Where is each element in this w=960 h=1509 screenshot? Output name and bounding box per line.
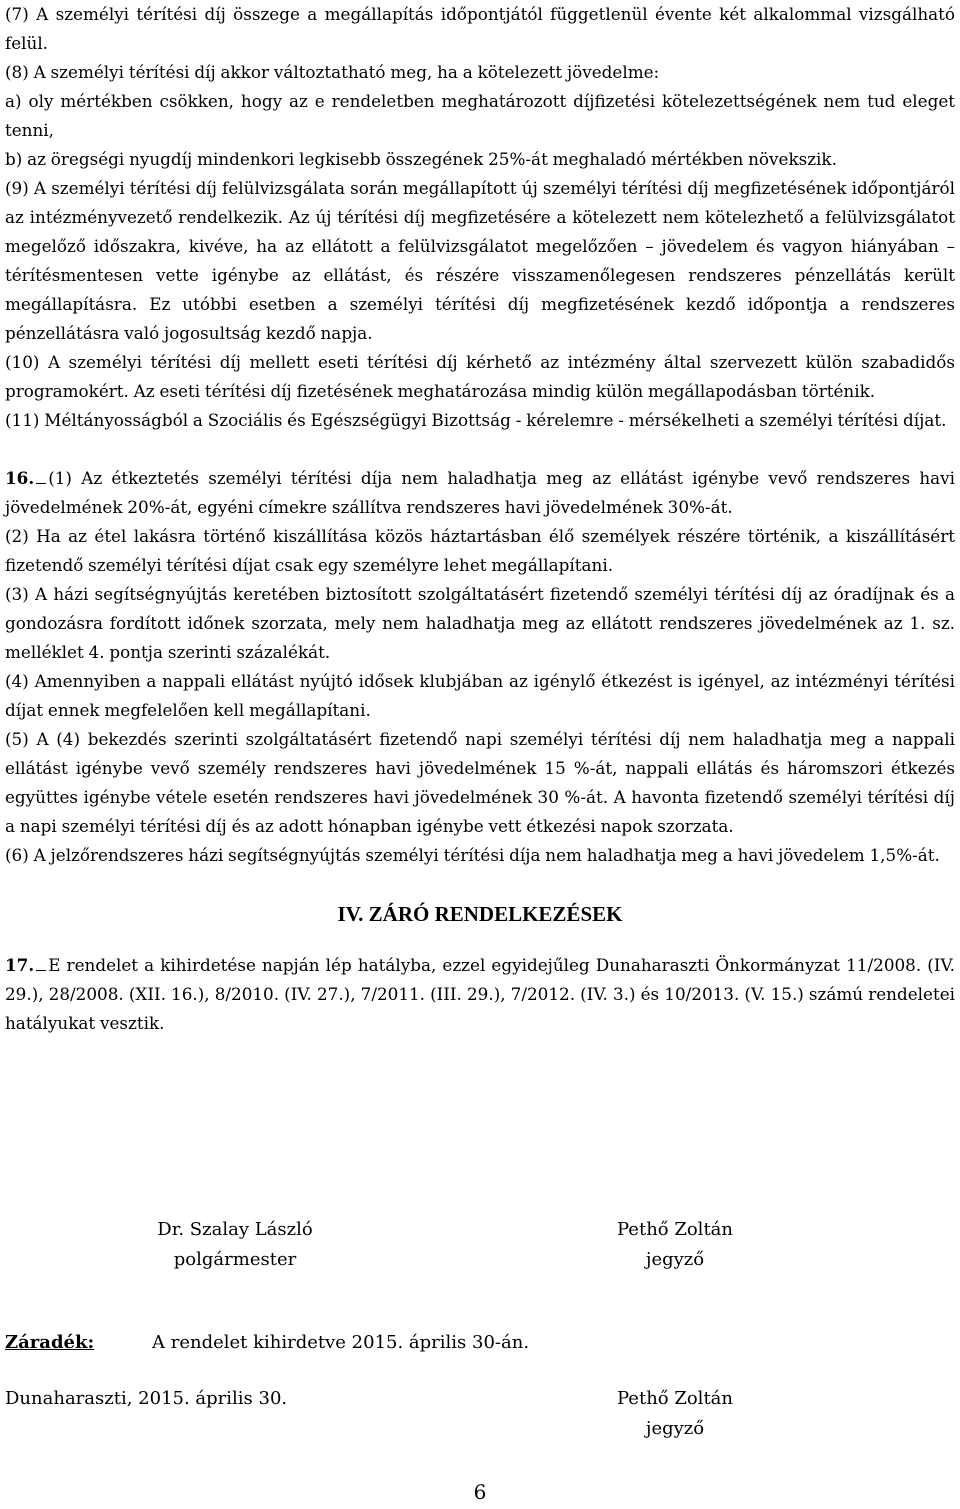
paragraph-10: (10) A személyi térítési díj mellett eseti térítési díj kérhető az intézmény által szervezett külön szabadidős programokért. Az eseti térítési díj fizetésének meghatározása mindig külön megállapodásban történik. — [5, 352, 955, 401]
paragraph-8: (8) A személyi térítési díj akkor változtatható meg, ha a kötelezett jövedelme: — [5, 62, 660, 82]
section-16-paragraph-2: (2) Ha az étel lakásra történő kiszállítása közös háztartásban élő személyek részére történik, a kiszállításért fizetendő személyi térítési díjat csak egy személyre lehet megállapítani. — [5, 526, 955, 575]
section-16-paragraph-1 — [5, 464, 955, 522]
signature-left-title: polgármester — [173, 1249, 297, 1270]
section-17-number: 17. — [5, 955, 35, 975]
section-16-paragraph-6: (6) A jelzőrendszeres házi segítségnyújtás személyi térítési díja nem haladhatja meg a havi jövedelem 1,5%-át. — [5, 845, 940, 865]
closing-name: Pethő Zoltán — [617, 1388, 733, 1409]
signature-right-name: Pethő Zoltán — [617, 1219, 733, 1240]
page-number: 6 — [473, 1480, 487, 1504]
closing-place-date: Dunaharaszti, 2015. április 30. — [5, 1388, 288, 1409]
section-16-paragraph-4: (4) Amennyiben a nappali ellátást nyújtó idősek klubjában az igénylő étkezést is igényel, az intézményi térítési díjat ennek megfelelően kell megállapítani. — [5, 671, 955, 720]
chapter-heading: IV. ZÁRÓ RENDELKEZÉSEK — [337, 902, 623, 926]
paragraph-8b: b) az öregségi nyugdíj mindenkori legkisebb összegének 25%-át meghaladó mértékben növekszik. — [5, 149, 837, 169]
section-16-text-1: (1) Az étkeztetés személyi térítési díja nem haladhatja meg az ellátást igénybe vevő rendszeres havi jövedelmének 20%-át, egyéni címekre szállítva rendszeres havi jövedelmének 30%-át. — [5, 468, 955, 517]
signature-right-title: jegyző — [645, 1249, 705, 1270]
section-17-text: E rendelet a kihirdetése napján lép hatályba, ezzel egyidejűleg Dunaharaszti Önkormányzat 11/2008. (IV. 29.), 28/2008. (XII. 16.), 8/2010. (IV. 27.), 7/2011. (III. 29.), 7/2012. (IV. 3.) és 10/2013. (V. 15.) számú rendeletei hatályukat vesztik. — [5, 955, 955, 1033]
spacer — [5, 929, 955, 951]
paragraph-9: (9) A személyi térítési díj felülvizsgálata során megállapított új személyi térítési díj megfizetésének időpontjáról az intézményvezető rendelkezik. Az új térítési díj megfizetésére a kötelezett nem kötelezhető a felülvizsgálatot megelőző időszakra, kivéve, ha az ellátott a felülvizsgálatot megelőzően – jövedelem és vagyon hiányában – térítésmentesen vette igénybe az ellátást, és részére visszamenőlegesen rendszeres pénzellátás került megállapításra. Ez utóbbi esetben a személyi térítési díj megfizetésének kezdő időpontja a rendszeres pénzellátásra való jogosultság kezdő napja. — [5, 178, 955, 343]
zaradek-label — [5, 1328, 94, 1358]
closing-title: jegyző — [645, 1418, 705, 1439]
spacer — [5, 870, 955, 899]
section-16-paragraph-5: (5) A (4) bekezdés szerinti szolgáltatásért fizetendő napi személyi térítési díj nem haladhatja meg a nappali ellátást igénybe vevő személy rendszeres havi jövedelmének 15 %-át, nappali ellátás és háromszori étkezés együttes igénybe vétele esetén rendszeres havi jövedelmének 30 %-át. A havonta fizetendő személyi térítési díj a napi személyi térítési díj és az adott hónapban igénybe vett étkezési napok szorzata. — [5, 729, 955, 836]
zaradek-label-text: Záradék: — [5, 1332, 95, 1353]
signature-right — [560, 1215, 790, 1275]
paragraph-7: (7) A személyi térítési díj összege a megállapítás időpontjától függetlenül évente két alkalommal vizsgálható felül. — [5, 4, 955, 53]
signature-left — [90, 1215, 380, 1275]
section-mark — [36, 483, 46, 484]
closing-signature — [560, 1384, 790, 1444]
section-16-number: 16. — [5, 468, 35, 488]
zaradek-text: A rendelet kihirdetve 2015. április 30-án. — [152, 1332, 530, 1353]
signature-left-name: Dr. Szalay László — [157, 1219, 313, 1240]
document-page — [5, 0, 955, 1038]
section-16-paragraph-3: (3) A házi segítségnyújtás keretében biztosított szolgáltatásért fizetendő személyi térítési díj az óradíjnak és a gondozásra fordított időnek szorzata, mely nem haladhatja meg az ellátott rendszeres jövedelmének az 1. sz. melléklet 4. pontja szerinti százalékát. — [5, 584, 955, 662]
paragraph-11: (11) Méltányosságból a Szociális és Egészségügyi Bizottság - kérelemre - mérsékelheti a személyi térítési díjat. — [5, 410, 947, 430]
paragraph-8a: a) oly mértékben csökken, hogy az e rendeletben meghatározott díjfizetési kötelezettségének nem tud eleget tenni, — [5, 91, 955, 140]
section-17-paragraph — [5, 951, 955, 1038]
spacer — [5, 435, 955, 464]
section-mark — [36, 970, 46, 971]
